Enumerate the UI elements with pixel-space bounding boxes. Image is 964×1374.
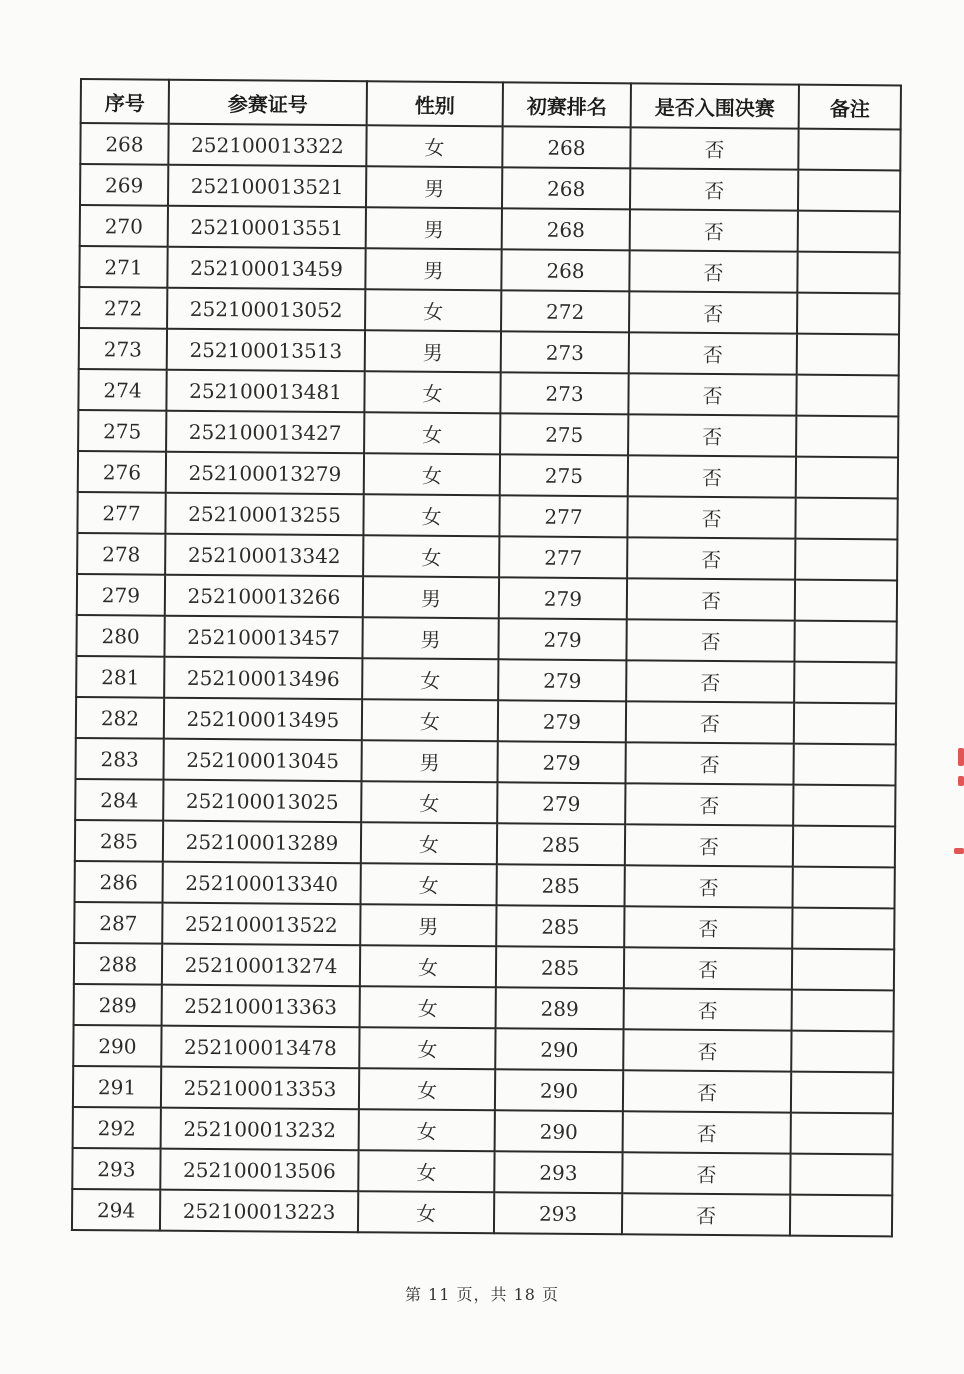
table-row [78,410,898,457]
cell-finalist: 否 [623,1070,791,1112]
cell-entry-id: 252100013522 [162,903,360,946]
cell-gender: 女 [362,699,498,741]
cell-remarks [795,539,897,581]
cell-remarks [791,1072,893,1114]
header-prelim-rank: 初赛排名 [503,82,631,127]
header-finalist: 是否入围决赛 [631,83,799,128]
cell-finalist: 否 [625,824,793,866]
cell-prelim-rank: 268 [501,249,629,291]
cell-finalist: 否 [629,291,797,333]
header-entry-id: 参赛证号 [169,80,367,126]
cell-prelim-rank: 293 [494,1151,622,1193]
table-row [79,246,899,293]
cell-remarks [793,744,895,786]
cell-finalist: 否 [629,332,797,374]
table-row [76,656,896,703]
table-row [75,738,895,785]
table-row [74,943,894,990]
cell-remarks [794,662,896,704]
cell-finalist: 否 [624,988,792,1030]
cell-gender: 女 [364,412,500,454]
cell-gender: 男 [366,207,502,249]
cell-prelim-rank: 279 [498,700,626,742]
table-row [80,164,900,211]
table-row [76,697,896,744]
table-row [77,492,897,539]
table-row [74,984,894,1031]
cell-serial: 281 [76,656,164,698]
cell-serial: 270 [80,205,168,247]
cell-remarks [797,293,899,335]
table-row [78,451,898,498]
cell-entry-id: 252100013232 [161,1108,359,1151]
cell-entry-id: 252100013045 [163,739,361,782]
table-row [73,1107,893,1154]
table-row [78,369,898,416]
cell-remarks [798,170,900,212]
cell-gender: 女 [362,658,498,700]
table-row [80,123,900,170]
table-row [74,902,894,949]
cell-serial: 268 [80,123,168,165]
cell-gender: 女 [365,289,501,331]
cell-gender: 女 [366,125,502,167]
cell-serial: 283 [75,738,163,780]
cell-prelim-rank: 277 [499,536,627,578]
table-row [79,287,899,334]
header-remarks: 备注 [799,85,901,130]
cell-remarks [796,375,898,417]
cell-finalist: 否 [627,537,795,579]
cell-remarks [792,949,894,991]
cell-finalist: 否 [626,619,794,661]
cell-serial: 289 [74,984,162,1026]
cell-finalist: 否 [626,701,794,743]
cell-entry-id: 252100013513 [167,329,365,372]
cell-finalist: 否 [626,660,794,702]
table-row [72,1148,892,1195]
cell-prelim-rank: 285 [496,946,624,988]
cell-entry-id: 252100013353 [161,1067,359,1110]
cell-entry-id: 252100013495 [164,698,362,741]
cell-serial: 276 [78,451,166,493]
cell-finalist: 否 [628,455,796,497]
cell-serial: 271 [79,246,167,288]
cell-serial: 269 [80,164,168,206]
cell-remarks [790,1195,892,1237]
cell-prelim-rank: 279 [499,577,627,619]
table-row [76,615,896,662]
cell-remarks [797,252,899,294]
table-row [80,205,900,252]
cell-finalist: 否 [630,209,798,251]
table-row [75,779,895,826]
table-row [77,574,897,621]
cell-remarks [794,703,896,745]
cell-entry-id: 252100013459 [167,247,365,290]
cell-gender: 女 [361,781,497,823]
cell-remarks [794,621,896,663]
cell-entry-id: 252100013342 [165,534,363,577]
cell-finalist: 否 [622,1193,790,1235]
cell-remarks [792,908,894,950]
cell-finalist: 否 [625,742,793,784]
cell-remarks [798,129,900,171]
cell-entry-id: 252100013521 [168,165,366,208]
cell-remarks [791,1113,893,1155]
cell-gender: 男 [363,576,499,618]
table-row [75,820,895,867]
cell-prelim-rank: 285 [497,864,625,906]
cell-remarks [793,785,895,827]
cell-serial: 286 [75,861,163,903]
cell-prelim-rank: 279 [497,782,625,824]
cell-finalist: 否 [627,496,795,538]
cell-gender: 女 [358,1150,494,1192]
cell-serial: 293 [72,1148,160,1190]
cell-serial: 287 [74,902,162,944]
cell-entry-id: 252100013478 [161,1026,359,1069]
cell-finalist: 否 [628,373,796,415]
cell-finalist: 否 [623,1029,791,1071]
cell-prelim-rank: 268 [502,126,630,168]
cell-prelim-rank: 268 [502,208,630,250]
cell-prelim-rank: 293 [494,1192,622,1234]
cell-remarks [797,334,899,376]
cell-gender: 女 [359,1068,495,1110]
cell-remarks [795,498,897,540]
cell-serial: 277 [77,492,165,534]
results-table [71,78,902,1237]
cell-serial: 272 [79,287,167,329]
cell-serial: 279 [77,574,165,616]
cell-gender: 女 [359,1109,495,1151]
cell-entry-id: 252100013223 [160,1190,358,1233]
cell-entry-id: 252100013322 [168,124,366,167]
cell-prelim-rank: 279 [498,659,626,701]
cell-entry-id: 252100013427 [166,411,364,454]
cell-remarks [791,1031,893,1073]
cell-remarks [790,1154,892,1196]
cell-entry-id: 252100013255 [165,493,363,536]
cell-prelim-rank: 290 [495,1028,623,1070]
table-row [79,328,899,375]
cell-gender: 女 [364,453,500,495]
cell-gender: 男 [365,330,501,372]
cell-finalist: 否 [625,865,793,907]
cell-serial: 274 [78,369,166,411]
cell-entry-id: 252100013266 [165,575,363,618]
cell-entry-id: 252100013279 [166,452,364,495]
cell-entry-id: 252100013289 [163,821,361,864]
cell-prelim-rank: 279 [498,618,626,660]
cell-serial: 278 [77,533,165,575]
cell-gender: 女 [363,494,499,536]
cell-gender: 男 [366,166,502,208]
cell-finalist: 否 [630,168,798,210]
cell-finalist: 否 [625,783,793,825]
cell-prelim-rank: 290 [495,1110,623,1152]
cell-prelim-rank: 268 [502,167,630,209]
cell-remarks [792,990,894,1032]
cell-serial: 290 [73,1025,161,1067]
cell-entry-id: 252100013496 [164,657,362,700]
cell-gender: 女 [361,863,497,905]
cell-gender: 女 [360,986,496,1028]
red-stamp-mark [954,848,964,854]
cell-entry-id: 252100013274 [162,944,360,987]
table-row [77,533,897,580]
cell-prelim-rank: 273 [501,331,629,373]
cell-serial: 288 [74,943,162,985]
cell-entry-id: 252100013506 [160,1149,358,1192]
cell-entry-id: 252100013363 [162,985,360,1028]
cell-finalist: 否 [628,414,796,456]
cell-prelim-rank: 273 [500,372,628,414]
page-number-footer: 第 11 页，共 18 页 [404,1285,560,1304]
cell-finalist: 否 [629,250,797,292]
cell-finalist: 否 [624,947,792,989]
cell-serial: 294 [72,1189,160,1231]
cell-prelim-rank: 275 [500,454,628,496]
cell-serial: 273 [79,328,167,370]
cell-finalist: 否 [624,906,792,948]
cell-serial: 282 [76,697,164,739]
cell-serial: 292 [73,1107,161,1149]
cell-gender: 女 [361,822,497,864]
cell-serial: 291 [73,1066,161,1108]
cell-gender: 男 [361,740,497,782]
cell-entry-id: 252100013481 [166,370,364,413]
cell-entry-id: 252100013052 [167,288,365,331]
cell-gender: 女 [364,371,500,413]
cell-gender: 女 [360,945,496,987]
cell-gender: 女 [359,1027,495,1069]
cell-finalist: 否 [630,127,798,169]
cell-prelim-rank: 275 [500,413,628,455]
cell-prelim-rank: 285 [497,823,625,865]
table-row [73,1025,893,1072]
cell-gender: 男 [360,904,496,946]
cell-prelim-rank: 285 [496,905,624,947]
cell-gender: 女 [358,1191,494,1233]
cell-serial: 285 [75,820,163,862]
cell-remarks [798,211,900,253]
cell-remarks [796,457,898,499]
cell-prelim-rank: 290 [495,1069,623,1111]
cell-remarks [795,580,897,622]
header-gender: 性别 [367,81,503,126]
cell-remarks [793,826,895,868]
cell-entry-id: 252100013457 [164,616,362,659]
cell-prelim-rank: 289 [496,987,624,1029]
red-stamp-mark [958,748,964,766]
red-stamp-mark [958,776,964,786]
cell-entry-id: 252100013551 [168,206,366,249]
cell-gender: 男 [362,617,498,659]
cell-remarks [793,867,895,909]
cell-remarks [796,416,898,458]
cell-prelim-rank: 279 [497,741,625,783]
cell-finalist: 否 [627,578,795,620]
cell-serial: 284 [75,779,163,821]
cell-entry-id: 252100013025 [163,780,361,823]
cell-serial: 280 [76,615,164,657]
cell-prelim-rank: 277 [499,495,627,537]
table-row [73,1066,893,1113]
table-row [72,1189,892,1236]
cell-finalist: 否 [623,1111,791,1153]
cell-prelim-rank: 272 [501,290,629,332]
cell-entry-id: 252100013340 [163,862,361,905]
cell-finalist: 否 [622,1152,790,1194]
table-row [75,861,895,908]
cell-serial: 275 [78,410,166,452]
header-serial: 序号 [81,79,169,124]
cell-gender: 女 [363,535,499,577]
header-row [81,79,901,129]
cell-gender: 男 [365,248,501,290]
